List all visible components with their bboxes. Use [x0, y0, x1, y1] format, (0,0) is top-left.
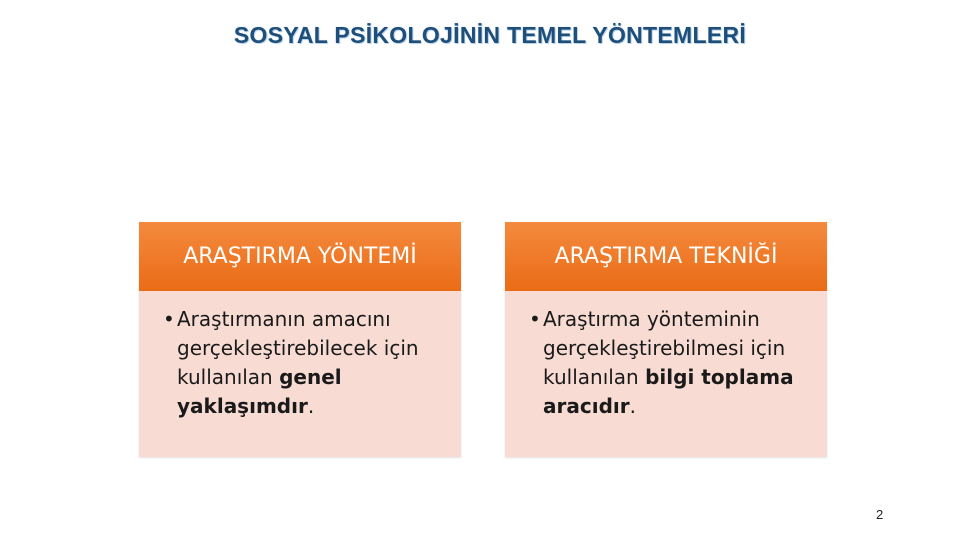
- bullet-icon: •: [529, 307, 541, 331]
- card-body: [139, 291, 461, 457]
- text-bold: genel yaklaşımdır: [177, 365, 342, 418]
- text-end: .: [629, 394, 636, 418]
- slide-title: SOSYAL PSİKOLOJİNİN TEMEL YÖNTEMLERİ: [233, 22, 747, 48]
- card-body: [505, 291, 827, 457]
- bullet-icon: •: [163, 307, 175, 331]
- card-header: ARAŞTIRMA YÖNTEMİ: [139, 222, 461, 291]
- bullet-item: [529, 305, 817, 421]
- bullet-item: [163, 305, 451, 421]
- text-regular: Araştırmanın amacını gerçekleştirebilecek için kullanılan: [177, 307, 419, 389]
- text-bold: bilgi toplama aracıdır: [543, 365, 794, 418]
- page-number: 2: [876, 507, 884, 522]
- card-header: ARAŞTIRMA TEKNİĞİ: [505, 222, 827, 291]
- card-research-method: [139, 222, 461, 457]
- bullet-text: [543, 305, 817, 421]
- bullet-text: [177, 305, 451, 421]
- text-end: .: [307, 394, 315, 418]
- text-regular: Araştırma yönteminin gerçekleştirebilmesi için kullanılan: [543, 307, 786, 389]
- card-research-technique: [505, 222, 827, 457]
